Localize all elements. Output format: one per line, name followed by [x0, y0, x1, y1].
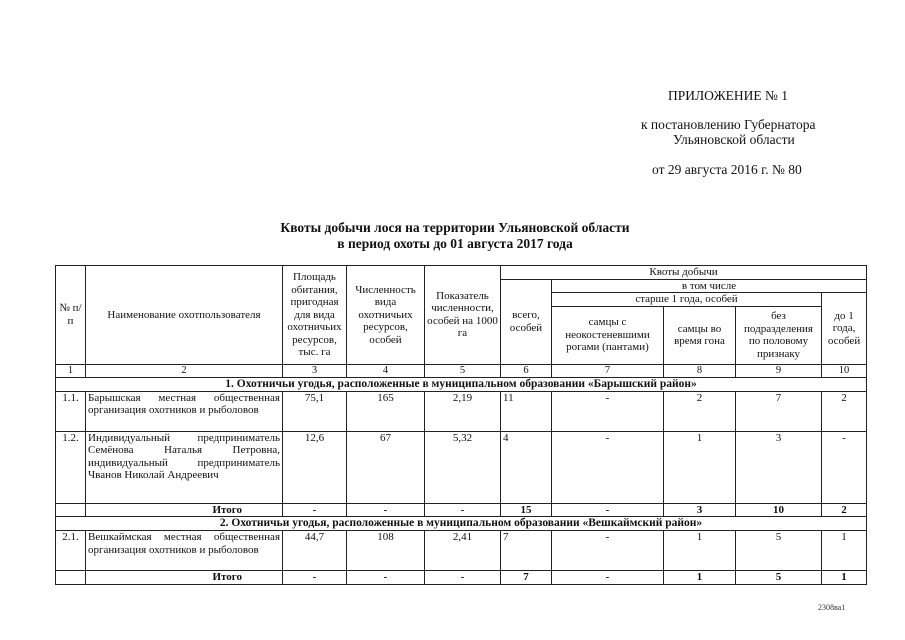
- row-density: 2,19: [425, 391, 501, 431]
- total-row: [56, 571, 867, 585]
- row-population: 108: [347, 531, 425, 571]
- row-area: 12,6: [283, 431, 347, 503]
- header-under1: до 1 года, особей: [822, 293, 867, 365]
- row-males-antlers: -: [552, 391, 664, 431]
- quota-table: [55, 265, 867, 585]
- total-empty: [56, 503, 86, 517]
- col-number: 4: [347, 364, 425, 377]
- col-number: 8: [664, 364, 736, 377]
- header-row-1: [56, 266, 867, 280]
- total-population: -: [347, 503, 425, 517]
- row-num: 1.1.: [56, 391, 86, 431]
- col-number: 9: [736, 364, 822, 377]
- row-males-antlers: -: [552, 431, 664, 503]
- col-number: 3: [283, 364, 347, 377]
- row-name: Барышская местная общественная организация охотников и рыболовов: [86, 391, 283, 431]
- appendix-decree-line: к постановлению Губернатора: [641, 117, 816, 132]
- section-title: 2. Охотничьи угодья, расположенные в муниципальном образовании «Вешкаймский район»: [56, 517, 867, 531]
- total-density: -: [425, 503, 501, 517]
- row-num: 2.1.: [56, 531, 86, 571]
- row-males-antlers: -: [552, 531, 664, 571]
- row-males-rut: 2: [664, 391, 736, 431]
- row-total: 11: [501, 391, 552, 431]
- row-under1: -: [822, 431, 867, 503]
- appendix-region-line: Ульяновской области: [673, 132, 795, 147]
- appendix-title: ПРИЛОЖЕНИЕ № 1: [668, 88, 789, 103]
- col-number: 5: [425, 364, 501, 377]
- row-total: 7: [501, 531, 552, 571]
- header-density: Показатель численности, особей на 1000 га: [425, 266, 501, 365]
- header-no-sex: без подразделения по половому признаку: [736, 306, 822, 364]
- total-males-rut: 3: [664, 503, 736, 517]
- table-row: [56, 391, 867, 431]
- total-label: Итого: [86, 571, 283, 585]
- col-number: 6: [501, 364, 552, 377]
- document-title-line2: в период охоты до 01 августа 2017 года: [337, 236, 573, 251]
- section-row-2: [56, 517, 867, 531]
- row-density: 2,41: [425, 531, 501, 571]
- row-area: 44,7: [283, 531, 347, 571]
- col-number: 7: [552, 364, 664, 377]
- row-population: 165: [347, 391, 425, 431]
- total-density: -: [425, 571, 501, 585]
- table-row: [56, 531, 867, 571]
- row-name: Индивидуальный предприниматель Семёнова Наталья Петровна, индивидуальный предприниматель Чванов Николай Андреевич: [86, 431, 283, 503]
- total-row: [56, 503, 867, 517]
- col-number: 1: [56, 364, 86, 377]
- header-males-rut: самцы во время гона: [664, 306, 736, 364]
- column-number-row: [56, 364, 867, 377]
- total-no-sex: 10: [736, 503, 822, 517]
- total-males-antlers: -: [552, 571, 664, 585]
- section-row-1: [56, 377, 867, 391]
- total-no-sex: 5: [736, 571, 822, 585]
- row-num: 1.2.: [56, 431, 86, 503]
- row-no-sex: 5: [736, 531, 822, 571]
- header-including: в том числе: [552, 279, 867, 293]
- total-area: -: [283, 571, 347, 585]
- header-males-antlers: самцы с неокостеневшими рогами (пантами): [552, 306, 664, 364]
- row-no-sex: 7: [736, 391, 822, 431]
- document-title-line1: Квоты добычи лося на территории Ульяновской области: [280, 220, 630, 235]
- header-name: Наименование охотпользователя: [86, 266, 283, 365]
- header-older: старше 1 года, особей: [552, 293, 822, 307]
- total-label: Итого: [86, 503, 283, 517]
- total-under1: 1: [822, 571, 867, 585]
- table-row: [56, 431, 867, 503]
- section-title: 1. Охотничьи угодья, расположенные в муниципальном образовании «Барышский район»: [56, 377, 867, 391]
- row-name: Вешкаймская местная общественная организация охотников и рыболовов: [86, 531, 283, 571]
- header-total: всего, особей: [501, 279, 552, 364]
- row-under1: 2: [822, 391, 867, 431]
- row-males-rut: 1: [664, 431, 736, 503]
- row-males-rut: 1: [664, 531, 736, 571]
- row-total: 4: [501, 431, 552, 503]
- row-population: 67: [347, 431, 425, 503]
- total-population: -: [347, 571, 425, 585]
- total-empty: [56, 571, 86, 585]
- total-area: -: [283, 503, 347, 517]
- total-males-antlers: -: [552, 503, 664, 517]
- header-area: Площадь обитания, пригодная для вида охотничьих ресурсов, тыс. га: [283, 266, 347, 365]
- document-code: 2308ва1: [818, 603, 846, 612]
- total-under1: 2: [822, 503, 867, 517]
- col-number: 2: [86, 364, 283, 377]
- header-num: № п/п: [56, 266, 86, 365]
- col-number: 10: [822, 364, 867, 377]
- document-title: [255, 220, 655, 252]
- total-total: 7: [501, 571, 552, 585]
- total-total: 15: [501, 503, 552, 517]
- row-no-sex: 3: [736, 431, 822, 503]
- header-quotas: Квоты добычи: [501, 266, 867, 280]
- total-males-rut: 1: [664, 571, 736, 585]
- header-population: Численность вида охотничьих ресурсов, особей: [347, 266, 425, 365]
- row-density: 5,32: [425, 431, 501, 503]
- appendix-date: от 29 августа 2016 г. № 80: [652, 162, 802, 177]
- row-under1: 1: [822, 531, 867, 571]
- row-area: 75,1: [283, 391, 347, 431]
